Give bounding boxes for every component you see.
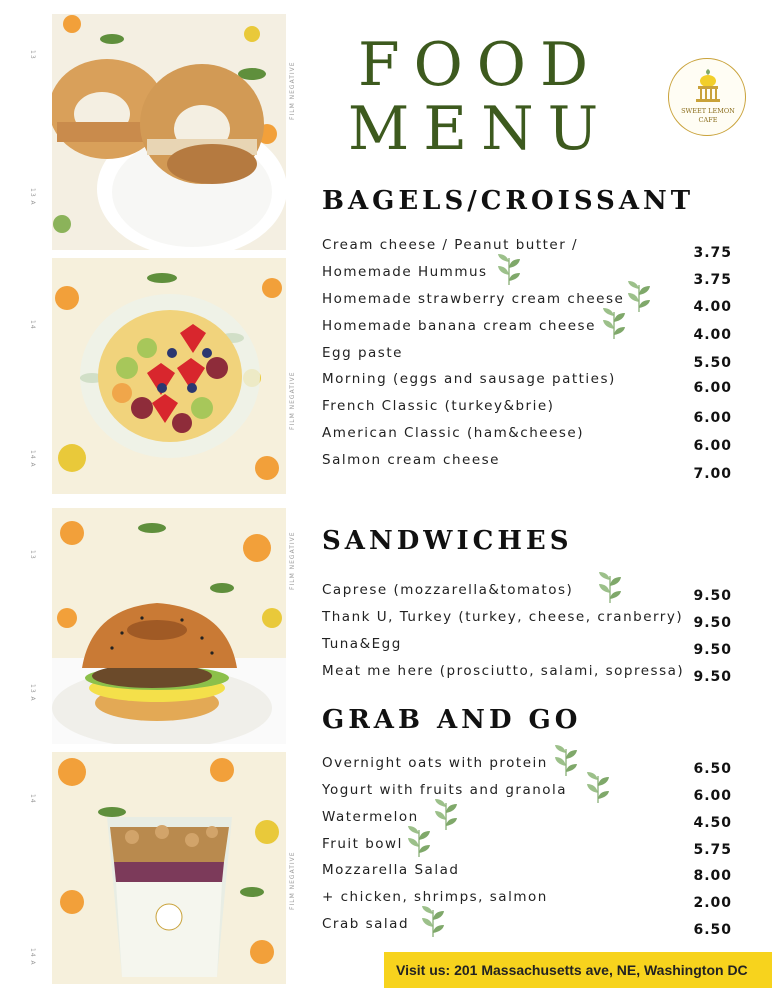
menu-item-name: French Classic (turkey&brie) (322, 398, 555, 414)
menu-item-price: 2.00 (693, 895, 732, 911)
photo-strip (29, 10, 304, 990)
page-title-line2: MENU (347, 94, 613, 164)
menu-item-price: 6.00 (693, 380, 732, 396)
menu-item-name: Salmon cream cheese (322, 452, 500, 468)
menu-item-price: 3.75 (693, 272, 732, 288)
menu-item-price: 9.50 (693, 669, 732, 685)
menu-item-name: Homemade banana cream cheese (322, 318, 596, 334)
visit-address-banner: Visit us: 201 Massachusetts ave, NE, Washington DC (384, 952, 772, 988)
page-title-line1: FOOD (357, 30, 603, 100)
film-negative-label: FILM NEGATIVE (289, 61, 296, 120)
menu-item-name: Homemade Hummus (322, 264, 488, 280)
logo-name: SWEET LEMON (681, 107, 735, 115)
sandwich-photo (52, 508, 286, 744)
menu-item-price: 9.50 (693, 615, 732, 631)
menu-item-name: Caprese (mozzarella&tomatos) (322, 582, 574, 598)
menu-item-name: + chicken, shrimps, salmon (322, 889, 548, 905)
capitol-lemon-icon (693, 67, 723, 105)
menu-item-name: Meat me here (prosciutto, salami, sopressa) (322, 663, 685, 679)
menu-item-price: 6.00 (693, 410, 732, 426)
leaf-icon (553, 743, 579, 777)
frame-number: 14 A (29, 948, 36, 966)
frame-number: 14 A (29, 450, 36, 468)
film-negative-label: FILM NEGATIVE (289, 851, 296, 910)
menu-item-price: 8.00 (693, 868, 732, 884)
leaf-icon (420, 904, 446, 938)
frame-number: 13 (29, 50, 36, 60)
leaf-icon (601, 306, 627, 340)
menu-item-price: 9.50 (693, 588, 732, 604)
menu-item-price: 7.00 (693, 466, 732, 482)
film-negative-label: FILM NEGATIVE (289, 371, 296, 430)
menu-item-price: 5.50 (693, 355, 732, 371)
menu-item-name: Homemade strawberry cream cheese (322, 291, 625, 307)
menu-item-price: 4.00 (693, 299, 732, 315)
menu-item-name: Mozzarella Salad (322, 862, 460, 878)
menu-item-name: Morning (eggs and sausage patties) (322, 371, 616, 387)
menu-item-price: 6.50 (693, 922, 732, 938)
film-negative-label: FILM NEGATIVE (289, 531, 296, 590)
leaf-icon (496, 252, 522, 286)
menu-item-name: Yogurt with fruits and granola (322, 782, 568, 798)
menu-item-price: 3.75 (693, 245, 732, 261)
section-title: SANDWICHES (322, 526, 573, 556)
cafe-logo (668, 58, 746, 136)
section-title: BAGELS/CROISSANT (322, 186, 695, 216)
menu-item-price: 6.00 (693, 438, 732, 454)
menu-item-price: 4.00 (693, 327, 732, 343)
menu-item-price: 6.00 (693, 788, 732, 804)
menu-item-name: Crab salad (322, 916, 410, 932)
leaf-icon (626, 279, 652, 313)
menu-item-price: 6.50 (693, 761, 732, 777)
menu-item-name: Watermelon (322, 809, 419, 825)
menu-item-name: American Classic (ham&cheese) (322, 425, 584, 441)
leaf-icon (585, 770, 611, 804)
leaf-icon (597, 570, 623, 604)
bagel-photo (52, 14, 286, 250)
menu-item-price: 5.75 (693, 842, 732, 858)
menu-item-price: 4.50 (693, 815, 732, 831)
section-title: GRAB AND GO (322, 705, 582, 735)
leaf-icon (406, 824, 432, 858)
frame-number: 14 (29, 794, 36, 804)
yogurt-photo (52, 752, 286, 984)
menu-item-name: Cream cheese / Peanut butter / (322, 237, 579, 253)
leaf-icon (433, 797, 459, 831)
menu-item-name: Fruit bowl (322, 836, 403, 852)
frame-number: 14 (29, 320, 36, 330)
fruit-bowl-photo (52, 258, 286, 494)
frame-number: 13 A (29, 684, 36, 702)
frame-number: 13 A (29, 188, 36, 206)
frame-number: 13 (29, 550, 36, 560)
menu-item-name: Egg paste (322, 345, 403, 361)
menu-item-name: Tuna&Egg (322, 636, 402, 652)
menu-item-name: Thank U, Turkey (turkey, cheese, cranberry) (322, 609, 684, 625)
logo-subname: CAFE (698, 116, 718, 124)
menu-item-name: Overnight oats with protein (322, 755, 548, 771)
menu-item-price: 9.50 (693, 642, 732, 658)
